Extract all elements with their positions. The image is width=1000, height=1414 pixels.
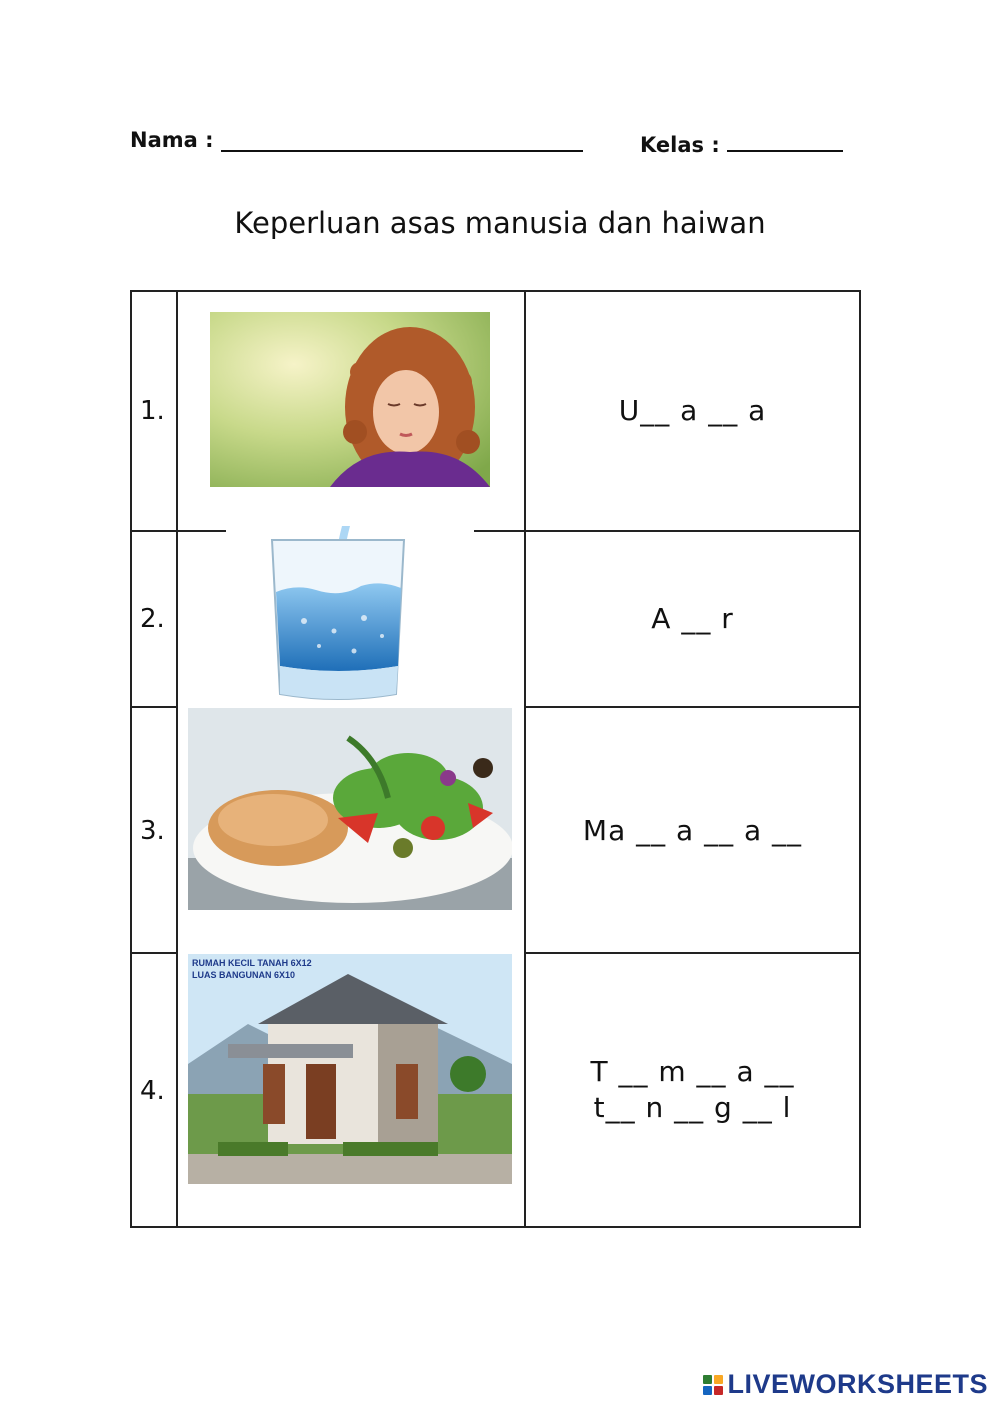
name-field (130, 128, 583, 152)
class-label: Kelas : (640, 133, 720, 157)
house-image (188, 954, 512, 1184)
liveworksheets-brand-text: LIVEWORKSHEETS (727, 1369, 988, 1399)
row-4-answer-line-2[interactable]: t__ n __ g __ l (593, 1091, 792, 1124)
row-2-answer (525, 602, 860, 636)
row-3-number: 3. (140, 816, 165, 846)
worksheet-table (130, 290, 860, 1228)
page-title: Keperluan asas manusia dan haiwan (234, 206, 766, 240)
name-label: Nama : (130, 128, 214, 152)
liveworksheets-logo (703, 1369, 988, 1400)
name-blank[interactable] (221, 128, 583, 152)
row-4-answer (525, 1054, 860, 1126)
class-field (640, 128, 843, 157)
liveworksheets-logo-icon (703, 1375, 723, 1395)
row-1-answer (525, 394, 860, 428)
row-4-number: 4. (140, 1076, 165, 1106)
chicken-salad-image (188, 708, 512, 910)
girl-breathing-image (210, 312, 490, 487)
row-2-number: 2. (140, 604, 165, 634)
class-blank[interactable] (727, 128, 843, 152)
glass-of-water-image (264, 526, 412, 706)
row-1-answer-line[interactable]: U__ a __ a (618, 394, 767, 427)
house-image-caption: RUMAH KECIL TANAH 6X12 LUAS BANGUNAN 6X10 (192, 958, 312, 980)
row-3-answer-line[interactable]: Ma __ a __ a __ (582, 814, 803, 847)
row-2-answer-line[interactable]: A __ r (651, 602, 734, 635)
row-3-answer (525, 814, 860, 848)
row-4-answer-line-1[interactable]: T __ m __ a __ (590, 1055, 795, 1088)
row-1-number: 1. (140, 396, 165, 426)
